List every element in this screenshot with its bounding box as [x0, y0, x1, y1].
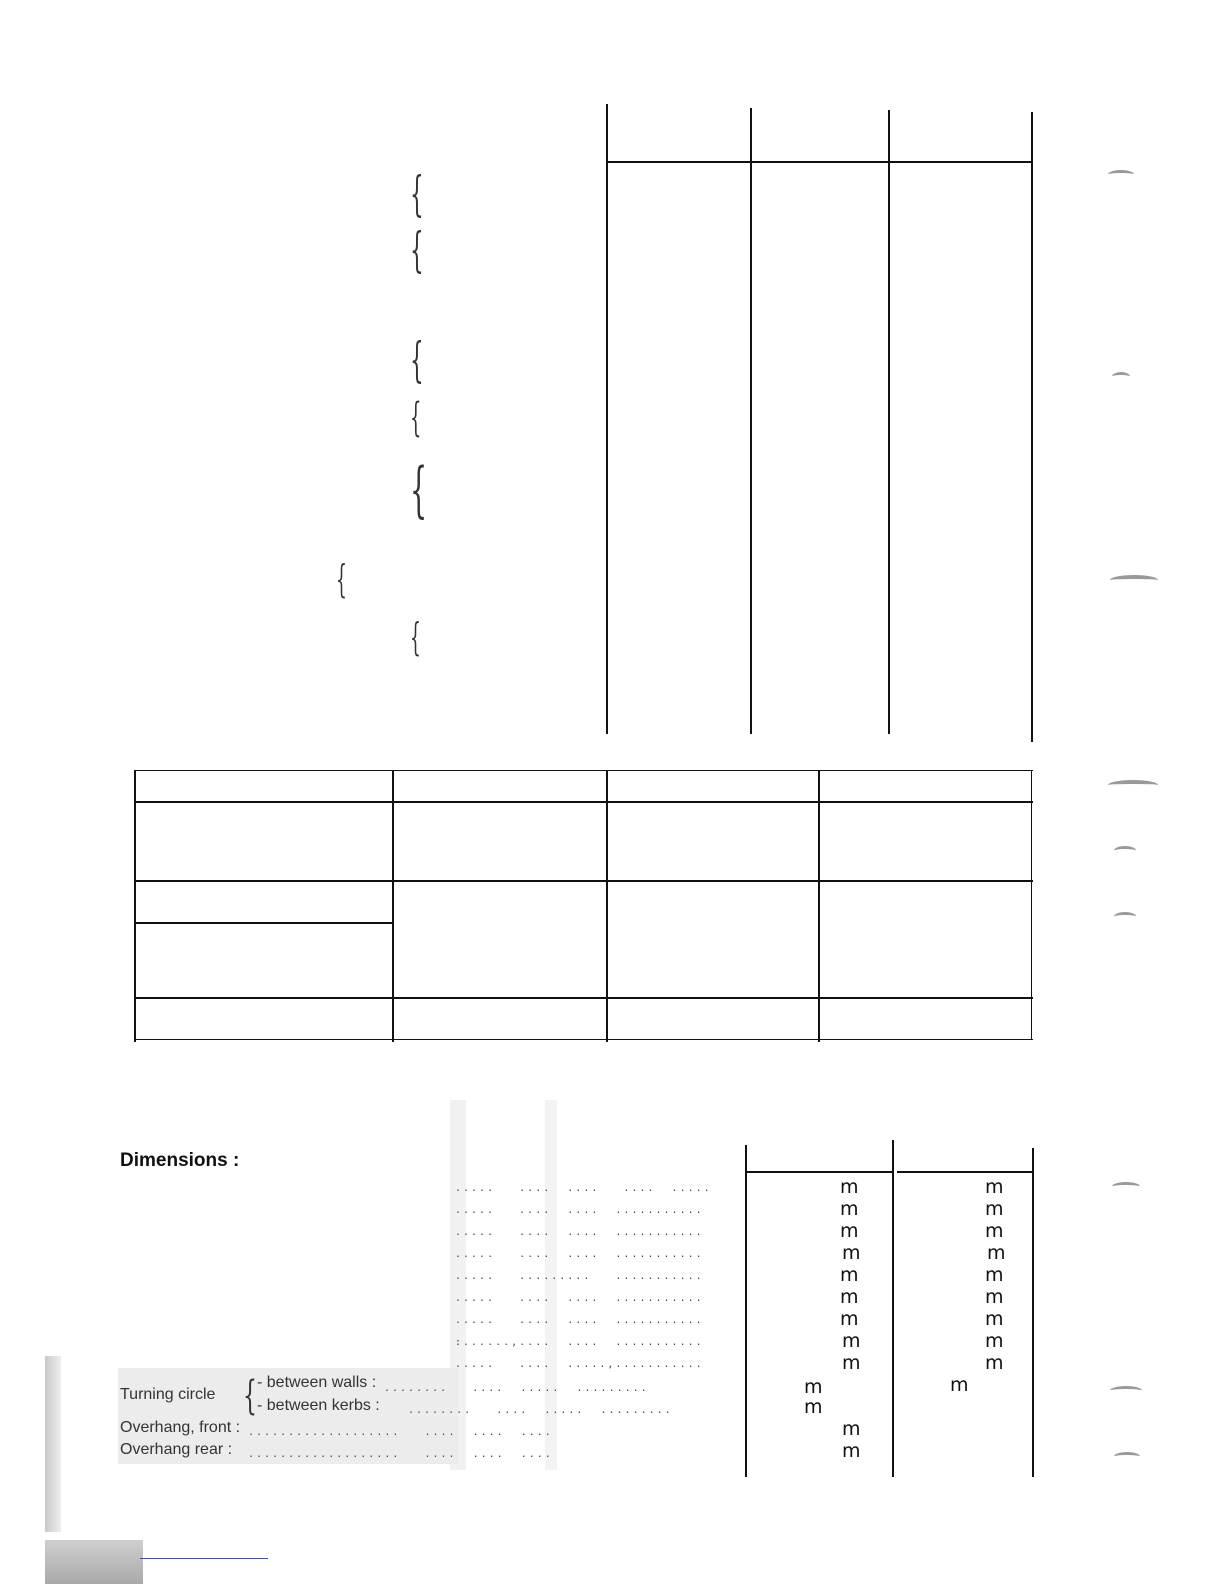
top-table-vline-1: [606, 104, 608, 734]
dim-row-6-unit-a: m: [840, 1286, 859, 1308]
grid-vline-4: [1031, 770, 1032, 1040]
margin-mark-9: [1114, 1452, 1140, 1461]
grid-rule-2: [134, 880, 1033, 882]
dim-row-5-dots: ..... ......... ...........: [455, 1271, 704, 1282]
margin-mark-7: [1112, 1182, 1140, 1191]
turning-circle-walls-dots: ........ .... ..... .........: [384, 1383, 649, 1394]
grid-vline-0: [134, 770, 136, 1042]
dim-row-1-unit-b: m: [985, 1176, 1004, 1198]
dim-row-3-unit-b: m: [985, 1220, 1004, 1242]
margin-mark-2: [1112, 372, 1130, 381]
brace-group-2a: {: [410, 332, 424, 388]
overhang-rear-unit: m: [842, 1440, 861, 1462]
top-table-vline-2: [750, 108, 752, 734]
dim-row-2-dots: ..... .... .... ...........: [455, 1205, 704, 1216]
turning-circle-walls-unit-b: m: [950, 1374, 969, 1396]
brace-group-2b: {: [410, 395, 422, 441]
turning-circle-kerbs-unit-a: m: [804, 1396, 823, 1418]
dim-table-header-rule-b: [897, 1171, 1034, 1173]
top-table-vline-4: [1031, 112, 1033, 742]
brace-group-1a: {: [410, 166, 424, 222]
dim-row-8-dots: :......,.... .... ...........: [455, 1337, 704, 1348]
top-table-vline-3: [888, 110, 890, 734]
grid-vline-1: [392, 770, 394, 1042]
margin-mark-6: [1114, 912, 1136, 921]
grid-vline-2: [606, 770, 608, 1042]
grid-rule-3: [134, 997, 1033, 999]
turning-circle-kerbs-dots: ........ .... ..... .........: [408, 1405, 673, 1416]
grid-rule-4: [134, 1039, 1033, 1040]
dim-row-5-unit-b: m: [985, 1264, 1004, 1286]
dim-row-7-unit-b: m: [985, 1308, 1004, 1330]
turning-circle-kerbs-label: - between kerbs :: [257, 1397, 380, 1414]
turning-circle-walls-label: - between walls :: [257, 1374, 377, 1391]
brace-group-4: {: [336, 557, 347, 601]
grid-vline-3: [818, 770, 820, 1042]
dim-row-3-unit-a: m: [840, 1220, 859, 1242]
overhang-front-dots: ................... .... .... ....: [248, 1427, 553, 1438]
dim-row-6-unit-b: m: [985, 1286, 1004, 1308]
dimensions-title: Dimensions :: [120, 1150, 240, 1171]
top-table-header-rule: [606, 161, 1033, 163]
dim-row-9-dots: ..... .... .....,...........: [455, 1359, 704, 1370]
dim-row-4-dots: ..... .... .... ...........: [455, 1249, 704, 1260]
overhang-front-unit: m: [842, 1418, 861, 1440]
dim-table-vline-1: [745, 1145, 747, 1477]
dim-table-header-rule-a: [745, 1171, 893, 1173]
dim-row-9-unit-b: m: [985, 1352, 1004, 1374]
dim-row-4-unit-b: m: [987, 1242, 1006, 1264]
brace-group-3: {: [410, 455, 428, 525]
dim-row-2-unit-a: m: [840, 1198, 859, 1220]
scan-edge-bottom: [45, 1540, 143, 1584]
turning-circle-brace: {: [243, 1373, 257, 1419]
dim-row-3-dots: ..... .... .... ...........: [455, 1227, 704, 1238]
grid-top-rule: [134, 770, 1033, 771]
dim-row-7-unit-a: m: [840, 1308, 859, 1330]
dim-row-7-dots: ..... .... .... ...........: [455, 1315, 704, 1326]
grid-rule-2b: [134, 922, 392, 924]
brace-group-5: {: [410, 615, 421, 659]
dim-row-2-unit-b: m: [985, 1198, 1004, 1220]
turning-circle-label: Turning circle: [120, 1386, 216, 1403]
dim-table-vline-2: [892, 1140, 894, 1477]
overhang-front-label: Overhang, front :: [120, 1419, 241, 1436]
margin-mark-3: [1110, 575, 1158, 585]
scan-edge-left: [45, 1356, 61, 1532]
margin-mark-8: [1110, 1386, 1142, 1395]
dim-row-8-unit-b: m: [985, 1330, 1004, 1352]
overhang-rear-dots: ................... .... .... ....: [248, 1449, 553, 1460]
margin-mark-4: [1108, 780, 1158, 790]
dim-row-1-dots: ..... .... .... .... .....: [455, 1183, 712, 1194]
brace-group-1b: {: [410, 222, 424, 278]
turning-circle-walls-unit-a: m: [804, 1376, 823, 1398]
dim-row-5-unit-a: m: [840, 1264, 859, 1286]
dim-row-4-unit-a: m: [842, 1242, 861, 1264]
overhang-rear-label: Overhang rear :: [120, 1441, 233, 1458]
dim-row-1-unit-a: m: [840, 1176, 859, 1198]
bottom-link-rule: [140, 1558, 268, 1559]
dim-row-8-unit-a: m: [842, 1330, 861, 1352]
dim-table-vline-3: [1032, 1148, 1034, 1477]
margin-mark-5: [1114, 846, 1136, 855]
dim-row-9-unit-a: m: [842, 1352, 861, 1374]
middle-grid-table: [134, 770, 1033, 1042]
margin-mark-1: [1108, 170, 1134, 179]
grid-rule-1: [134, 801, 1033, 803]
dim-row-6-dots: ..... .... .... ...........: [455, 1293, 704, 1304]
